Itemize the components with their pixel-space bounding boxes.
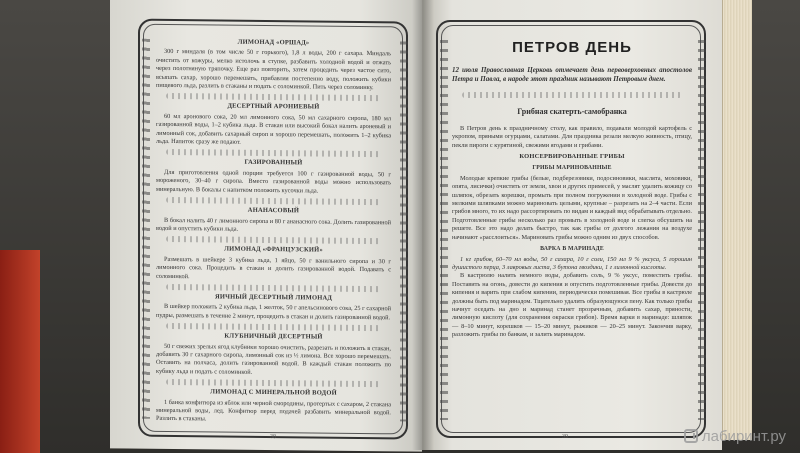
recipe-paragraph: В бокал налить 40 г лимонного сиропа и 80 г ананасного сока. Долить газированной водой и опустить кубики льда. bbox=[156, 216, 391, 233]
left-page-text bbox=[156, 35, 391, 426]
heading-pickled-mushrooms: ГРИБЫ МАРИНОВАННЫЕ bbox=[532, 165, 612, 172]
paragraph-pickled: Молодые крепкие грибы (белые, подберезовики, подосиновики, маслята, моховики, опята, лисички) очистить от земли, хвои и других примесей, у маслят удалить кожицу со шляпок, обрезать корешки, промыть при полном погружении в холодной воде. Грибы с мелкими шляпками можно мариновать целыми, крупные – разрезать на 2–4 части. Если грибов много, то их надо рассортировать по видам и каждый вид обрабатывать отдельно. Подготовленные грибы несколько раз промыть в холодной воде и слегка обсушить на решете. Все это надо делать быстро, так как грибы от долгого лежания на воздухе начинают «расслоиться». Мариновать грибы можно одним из двух способов. bbox=[452, 174, 692, 241]
recipe-paragraph: 300 г миндаля (в том числе 50 г горького), 1,8 л воды, 200 г сахара. Миндаль очистить от кожуры, мелко истолочь в ступке, разбавить холодной водой и отжать через полотняную тряпочку. Еще раз повторить, затем процедить через частое сито, всыпать сахар, хорошо перемешать, прибавляя постепенно воду, положить кубики пищевого льда, разлить в стаканы и подать с соломинкой. Пить через соломинку. bbox=[156, 48, 391, 92]
vine-ornament bbox=[698, 40, 706, 420]
recipe-paragraph: В шейкер положить 2 кубика льда, 1 желток, 50 г апельсинового сока, 25 г сахарной пудры, размешать в течение 2 минут, процедить в стакан и долить газированной водой. bbox=[156, 303, 391, 322]
recipe-paragraph: Для приготовления одной порции требуется 100 г газированной воды, 50 г мороженого, 30–40 г сиропа. Вместо газированной воды можно использовать минеральную. В бокалы с напитком положить кусочки льда. bbox=[156, 168, 391, 195]
recipe-heading: КЛУБНИЧНЫЙ ДЕСЕРТНЫЙ bbox=[224, 332, 323, 341]
section-title: Грибная скатерть-самобранка bbox=[517, 107, 627, 117]
recipe-paragraph: 1 банка конфитюра из яблок или черной смородины, протертых с сахаром, 2 стакана минеральной воды, лед. Конфитюр перед подачей разбавить минеральной водой. Разлить в стаканы. bbox=[156, 398, 391, 423]
ornament-divider bbox=[166, 236, 381, 244]
ornament-divider bbox=[166, 323, 381, 331]
ornament-divider bbox=[166, 197, 381, 205]
recipe-heading: ЛИМОНАД С МИНЕРАЛЬНОЙ ВОДОЙ bbox=[210, 388, 337, 397]
ornament-divider bbox=[462, 92, 682, 98]
book-gutter bbox=[412, 0, 434, 450]
vine-ornament bbox=[142, 39, 150, 419]
ornament-divider bbox=[166, 284, 381, 292]
ornament-divider bbox=[166, 93, 381, 101]
ornament-divider bbox=[166, 149, 381, 157]
paragraph-ingredients: 1 кг грибов, 60–70 мл воды, 50 г сахара, 10 г соли, 150 мл 9 % уксуса, 5 горошин душистого перца, 3 лавровых листа, 3 бутона гвоздики, 1 г лимонной кислоты. bbox=[452, 255, 692, 271]
right-page-text bbox=[452, 40, 692, 340]
recipe-heading: ЛИМОНАД «ОРШАД» bbox=[237, 38, 310, 47]
recipe-heading: ГАЗИРОВАННЫЙ bbox=[244, 159, 303, 167]
recipe-paragraph: 50 г свежих зрелых ягод клубники хорошо очистить, разрезать и положить в стакан, добавить 30 г сахарного сиропа, лимонный сок из ½ лимона. Все хорошо перемешать. Оставить на полчаса, долить газированной водой. В каждый стакан положить по кубику льда и подать с соломинкой. bbox=[156, 342, 391, 376]
watermark-text: лабиринт.ру bbox=[701, 428, 786, 445]
labirint-logo-icon bbox=[684, 429, 698, 443]
watermark bbox=[684, 428, 786, 445]
right-page bbox=[422, 0, 722, 450]
vine-ornament bbox=[440, 40, 448, 420]
paragraph-method: В кастрюлю налить немного воды, добавить соль, 9 % уксус, поместить грибы. Поставить на огонь, довести до кипения и опустить подготовленные грибы. Довести до кипения и варить при слабом кипении, периодически помешивая. Все грибы в кастрюле должны быть под маринадом. Тщательно удалить образующуюся пену. Как только грибы начнут оседать на дно и маринад станет прозрачным, добавить сахар, пряности, лимонную кислоту (для сохранения окраски грибов). Время варки в маринаде: шляпок — 8–10 минут, корешков — 15–20 минут, рыжиков — 20–25 минут. Закончив варку, разложить грибы по банкам, и залить маринадом. bbox=[452, 272, 692, 339]
recipe-heading: ДЕСЕРТНЫЙ АРОНИЕВЫЙ bbox=[227, 103, 320, 111]
page-edges bbox=[722, 0, 752, 440]
recipe-heading: АНАНАСОВЫЙ bbox=[247, 206, 300, 215]
ornament-divider bbox=[166, 379, 381, 387]
recipe-paragraph: 60 мл аронового сока, 20 мл лимонного сока, 50 мл сахарного сиропа, 180 мл газированной воды, 1–2 кубика льда. В стакан или высокий бокал налить ароневый и лимонный сок, добавить сахарный сироп и хорошо перемешать, положить 1–2 кубика льда. Напиток сразу же подают. bbox=[156, 112, 391, 146]
chapter-lead: 12 июля Православная Церковь отмечает день первоверховных апостолов Петра и Павла, в народе этот праздник называют Петровым днем. bbox=[452, 66, 692, 84]
page-number-right: 39 bbox=[562, 434, 568, 440]
heading-marinade: ВАРКА В МАРИНАДЕ bbox=[540, 246, 604, 253]
recipe-heading: ЛИМОНАД «ФРАНЦУЗСКИЙ» bbox=[224, 245, 323, 254]
recipe-paragraph: Размешать в шейкере 3 кубика льда, 1 яйцо, 50 г ванильного сиропа и 30 г лимонного сока. Процедить в стакан и долить газированной водой. Подавать с соломинкой. bbox=[156, 255, 391, 280]
page-number-left: 38 bbox=[270, 434, 276, 441]
heading-preserved-mushrooms: КОНСЕРВИРОВАННЫЕ ГРИБЫ bbox=[519, 153, 625, 161]
open-book bbox=[20, 0, 800, 450]
recipe-heading: ЯИЧНЫЙ ДЕСЕРТНЫЙ ЛИМОНАД bbox=[214, 293, 333, 302]
intro-paragraph: В Петров день к праздничному столу, как правило, подавали молодой картофель с укропом, пряными огурцами, салатами. Для праздника резали мелкую живность, птицу, пекли пироги с курятиной, свежими ягодами и грибами. bbox=[452, 124, 692, 149]
chapter-title: ПЕТРОВ ДЕНЬ bbox=[512, 39, 632, 56]
vine-ornament bbox=[400, 41, 408, 421]
left-page bbox=[110, 0, 422, 452]
